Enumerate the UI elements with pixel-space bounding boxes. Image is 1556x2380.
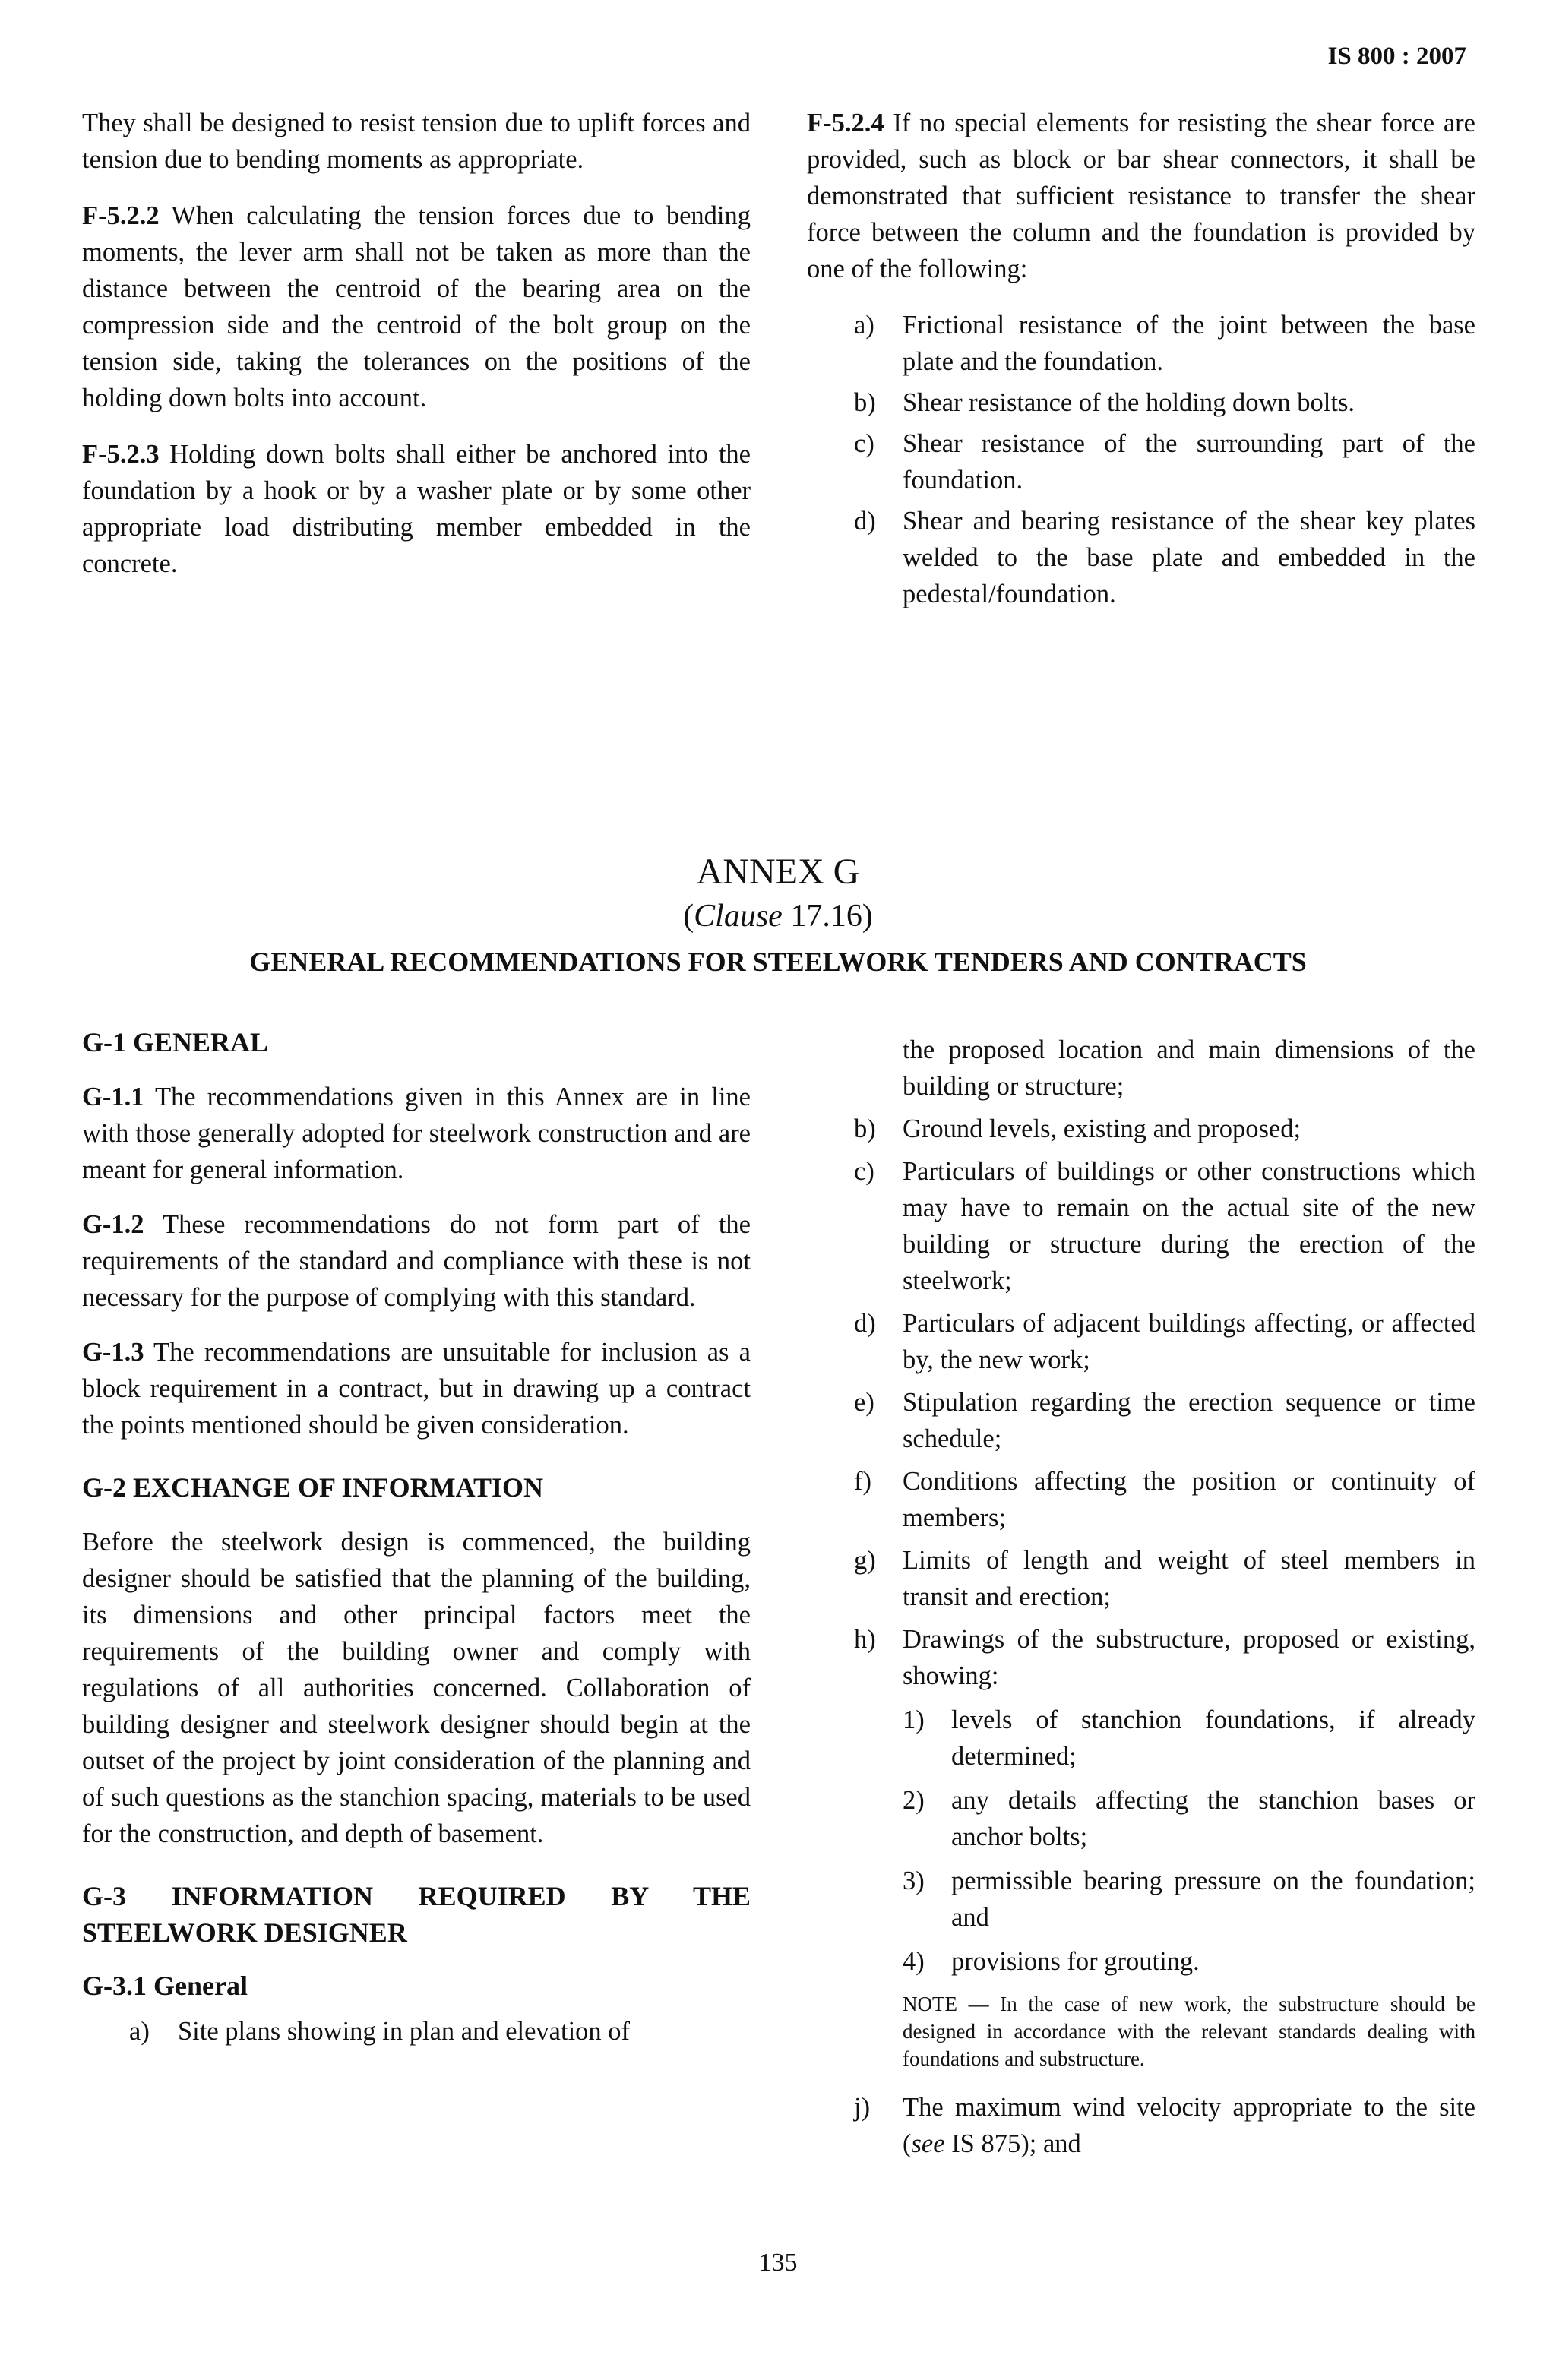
substructure-note: NOTE — In the case of new work, the substructure should be designed in accordance with the relevant standards dealing with foundations and substructure. — [903, 1993, 1475, 2070]
clause-number: F-5.2.3 — [82, 440, 160, 469]
lower-left-column — [82, 1024, 751, 2050]
lower-right-column — [807, 1032, 1475, 2162]
annex-subtitle: GENERAL RECOMMENDATIONS FOR STEELWORK TENDERS AND CONTRACTS — [249, 947, 1307, 977]
substructure-sublist — [807, 1702, 1475, 1980]
list-item: g) Limits of length and weight of steel members in transit and erection; — [854, 1546, 1475, 1611]
clause-number: F-5.2.4 — [807, 109, 884, 137]
subsection-heading-g31: G-3.1 General — [82, 1971, 248, 2001]
standard-header: IS 800 : 2007 — [1327, 43, 1466, 70]
list-item: d) Particulars of adjacent buildings affecting, or affected by, the new work; — [854, 1309, 1475, 1374]
clause-number: F-5.2.2 — [82, 201, 160, 230]
section-heading-g3: G-3 INFORMATION REQUIRED BY THE STEELWORK DESIGNER — [82, 1881, 751, 1948]
page-number: 135 — [758, 2249, 798, 2277]
section-heading-g1: G-1 GENERAL — [82, 1027, 269, 1057]
annex-clause: (Clause 17.16) — [683, 899, 873, 934]
list-item: a) Frictional resistance of the joint between the base plate and the foundation. — [854, 311, 1475, 376]
clause-text: When calculating the tension forces due to bending moments, the lever arm shall not be taken as more than the distance between the centroid of the bearing area on the compression side and the centroid of the bolt group on the tension side, taking the tolerances on the positions of the holding down bolts into account. — [82, 201, 751, 412]
clause-g12: G-1.2 These recommendations do not form part of the requirements of the standard and compliance with these is not necessary for the purpose of complying with this standard. — [82, 1210, 751, 1312]
list-item: 3) permissible bearing pressure on the foundation; and — [903, 1866, 1475, 1932]
annex-title: ANNEX G — [696, 852, 860, 892]
exchange-paragraph: Before the steelwork design is commenced, the building designer should be satisfied that the planning of the building, its dimensions and other principal factors meet the requirements of the building owner and comply with regulations of all authorities concerned. Collaboration of building designer and steelwork designer should begin at the outset of the project by joint consideration of the planning and of such questions as the stanchion spacing, materials to be used for the construction, and depth of basement. — [82, 1528, 751, 1848]
list-item: f) Conditions affecting the position or continuity of members; — [854, 1467, 1475, 1532]
annex-heading — [0, 851, 1556, 980]
clause-f523 — [82, 436, 751, 582]
list-item: 2) any details affecting the stanchion bases or anchor bolts; — [903, 1786, 1475, 1851]
clause-f522 — [82, 198, 751, 416]
list-item: c) Shear resistance of the surrounding part of the foundation. — [854, 429, 1475, 495]
list-item-continuation: the proposed location and main dimensions of the building or structure; — [903, 1035, 1475, 1101]
list-item: j) The maximum wind velocity appropriate to the site (see IS 875); and — [854, 2093, 1475, 2158]
wind-list — [807, 2089, 1475, 2162]
information-list — [807, 1111, 1475, 1694]
clause-g13: G-1.3 The recommendations are unsuitable for inclusion as a block requirement in a contract, but in drawing up a contract the points mentioned should be given consideration. — [82, 1338, 751, 1440]
uplift-paragraph: They shall be designed to resist tension due to uplift forces and tension due to bending moments as appropriate. — [82, 109, 751, 174]
section-heading-g2: G-2 EXCHANGE OF INFORMATION — [82, 1472, 543, 1503]
list-item: h) Drawings of the substructure, proposed or existing, showing: — [854, 1625, 1475, 1690]
list-item: a) Site plans showing in plan and elevation of — [129, 2017, 631, 2046]
list-item: 1) levels of stanchion foundations, if already determined; — [903, 1705, 1475, 1771]
list-item: b) Shear resistance of the holding down bolts. — [854, 388, 1355, 417]
clause-text: If no special elements for resisting the shear force are provided, such as block or bar shear connectors, it shall be demonstrated that sufficient resistance to transfer the shear force between the column and the foundation is provided by one of the following: — [807, 109, 1475, 283]
list-item: 4) provisions for grouting. — [903, 1947, 1200, 1976]
list-item: d) Shear and bearing resistance of the shear key plates welded to the base plate and embedded in the pedestal/foundation. — [854, 507, 1475, 608]
clause-g11: G-1.1 The recommendations given in this Annex are in line with those generally adopted for steelwork construction and are meant for general information. — [82, 1083, 751, 1184]
list-item: c) Particulars of buildings or other constructions which may have to remain on the actual site of the new building or structure during the erection of the steelwork; — [854, 1157, 1475, 1295]
site-plans-list — [82, 2013, 751, 2050]
clause-text: Holding down bolts shall either be anchored into the foundation by a hook or by a washer plate or by some other appropriate load distributing member embedded in the concrete. — [82, 440, 751, 578]
clause-f524 — [807, 105, 1475, 287]
shear-resistance-list — [807, 307, 1475, 612]
list-item: e) Stipulation regarding the erection sequence or time schedule; — [854, 1388, 1475, 1453]
list-item: b) Ground levels, existing and proposed; — [854, 1114, 1301, 1143]
top-right-column — [807, 105, 1475, 612]
top-left-column — [82, 105, 751, 582]
